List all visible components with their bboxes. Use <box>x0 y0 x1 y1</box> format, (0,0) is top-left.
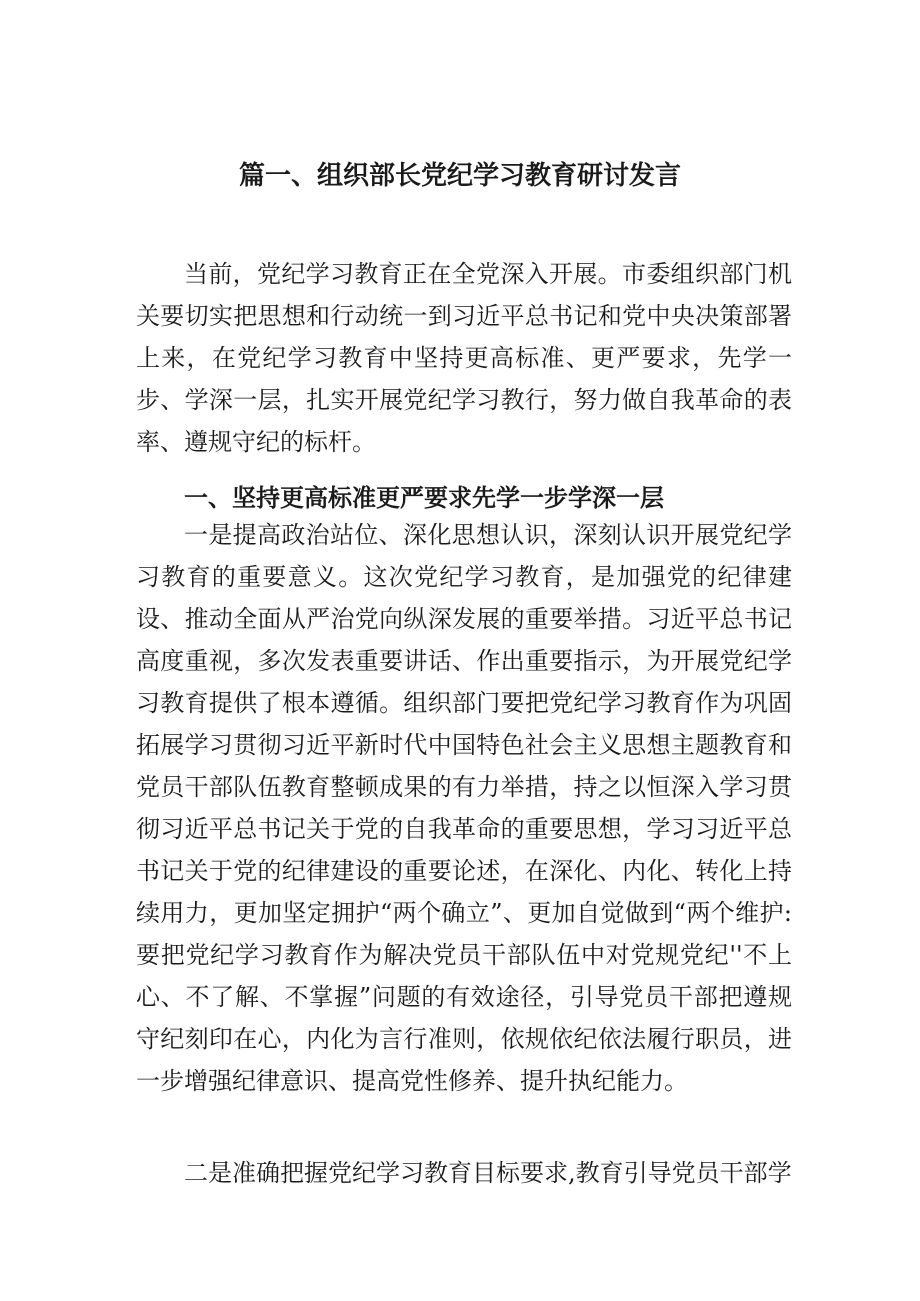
point-two-paragraph: 二是准确把握党纪学习教育目标要求,教育引导党员干部学 <box>184 1159 792 1187</box>
document-title: 篇一、组织部长党纪学习教育研讨发言 <box>238 161 681 191</box>
point-one-paragraph: 一是提高政治站位、深化思想认识，深刻认识开展党纪学习教育的重要意义。这次党纪学习教育，是加强党的纪律建设、推动全面从严治党向纵深发展的重要举措。习近平总书记高度重视，多次发表重要讲话、作出重要指示，为开展党纪学习教育提供了根本遵循。组织部门要把党纪学习教育作为巩固拓展学习贯彻习近平新时代中国特色社会主义思想主题教育和党员干部队伍教育整顿成果的有力举措，持之以恒深入学习贯彻习近平总书记关于党的自我革命的重要思想，学习习近平总书记关于党的纪律建设的重要论述，在深化、内化、转化上持续用力，更加坚定拥护“两个确立”、更加自觉做到“两个维护:要把党纪学习教育作为解决党员干部队伍中对党规党纪''不上心、不了解、不掌握”问题的有效途径，引导党员干部把遵规守纪刻印在心，内化为言行准则，依规依纪依法履行职员，进一步增强纪律意识、提高党性修养、提升执纪能力。 <box>136 521 792 1095</box>
intro-paragraph: 当前，党纪学习教育正在全党深入开展。市委组织部门机关要切实把思想和行动统一到习近平总书记和党中央决策部署上来，在党纪学习教育中坚持更高标准、更严要求，先学一步、学深一层，扎实开展党纪学习教行，努力做自我革命的表率、遵规守纪的标杆。 <box>136 260 792 456</box>
section-heading: 一、坚持更高标准更严要求先学一步学深一层 <box>184 484 664 512</box>
